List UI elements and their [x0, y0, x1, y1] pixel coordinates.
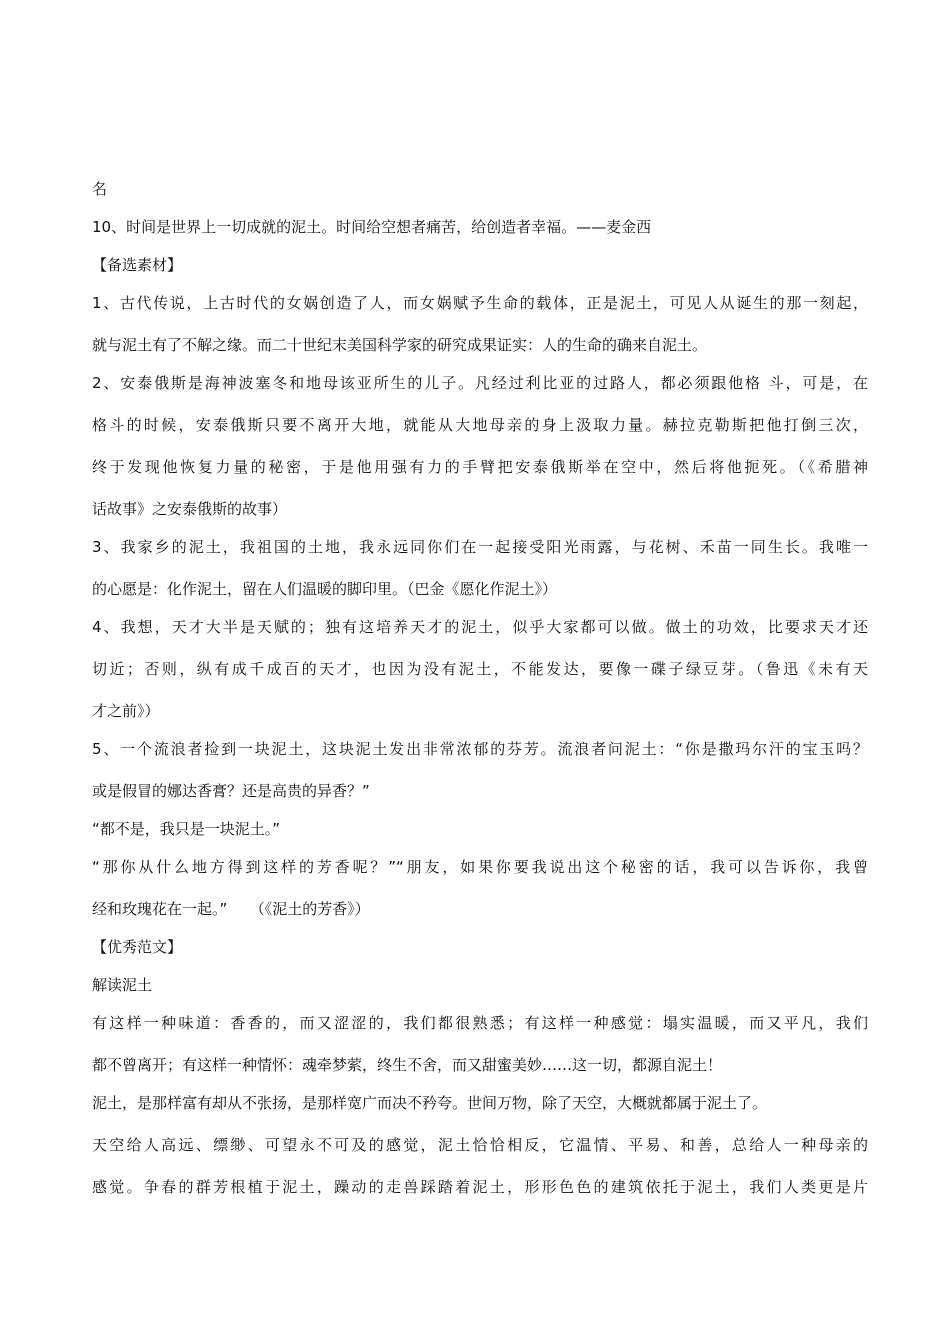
material-1-line-1: 1、古代传说，上古时代的女娲创造了人，而女娲赋予生命的载体，正是泥土，可见人从诞生的那一刻起， [92, 294, 868, 312]
material-4-line-3: 才之前》） [92, 702, 160, 720]
text-line-continuation: 名 [92, 180, 108, 198]
material-2-line-1: 2、安泰俄斯是海神波塞冬和地母该亚所生的儿子。凡经过利比亚的过路人，都必须跟他格 斗，可是，在 [92, 374, 868, 392]
essay-para-1-line-1: 有这样一种味道：香香的，而又涩涩的，我们都很熟悉；有这样一种感觉：塌实温暖，而又平凡，我们 [92, 1014, 868, 1032]
section-heading-materials: 【备选素材】 [92, 256, 183, 274]
material-4-line-2: 切近；否则，纵有成千成百的天才，也因为没有泥土，不能发达，要像一碟子绿豆芽。（鲁迅《未有天 [92, 660, 868, 678]
material-3-line-1: 3、我家乡的泥土，我祖国的土地，我永远同你们在一起接受阳光雨露，与花树、禾苗一同生长。我唯一 [92, 538, 868, 556]
material-2-line-2: 格斗的时候，安泰俄斯只要不离开大地，就能从大地母亲的身上汲取力量。赫拉克勒斯把他打倒三次， [92, 416, 868, 434]
material-4-line-1: 4、我想，天才大半是天赋的；独有这培养天才的泥土，似乎大家都可以做。做土的功效，比要求天才还 [92, 618, 868, 636]
material-2-line-3: 终于发现他恢复力量的秘密，于是他用强有力的手臂把安泰俄斯举在空中，然后将他扼死。（《希腊神 [92, 458, 868, 476]
essay-title: 解读泥土 [92, 976, 153, 994]
material-1-line-2: 就与泥土有了不解之缘。而二十世纪末美国科学家的研究成果证实：人的生命的确来自泥土。 [92, 336, 708, 354]
material-5-line-3: “都不是，我只是一块泥土。” [92, 820, 281, 838]
section-heading-essay: 【优秀范文】 [92, 938, 183, 956]
material-5-line-4: “那你从什么地方得到这样的芳香呢？”“朋友，如果你要我说出这个秘密的话，我可以告诉你，我曾 [92, 858, 868, 876]
document-body [92, 176, 868, 1200]
material-5-line-2: 或是假冒的娜达香膏？还是高贵的异香？” [92, 782, 370, 800]
essay-para-2-line-2: 天空给人高远、缥缈、可望永不可及的感觉，泥土恰恰相反，它温情、平易、和善，总给人一种母亲的 [92, 1136, 868, 1154]
essay-para-2-line-1: 泥土，是那样富有却从不张扬，是那样宽广而决不矜夸。世间万物，除了天空，大概就都属于泥土了。 [92, 1094, 768, 1112]
essay-para-1-line-2: 都不曾离开；有这样一种情怀：魂牵梦萦，终生不舍，而又甜蜜美妙……这一切，都源自泥土！ [92, 1056, 723, 1074]
material-5-line-1: 5、一个流浪者捡到一块泥土，这块泥土发出非常浓郁的芬芳。流浪者问泥土：“你是撒玛尔汗的宝玉吗？ [92, 740, 868, 758]
material-2-line-4: 话故事》之安泰俄斯的故事） [92, 500, 288, 518]
quote-item-10: 10、时间是世界上一切成就的泥土。时间给空想者痛苦，给创造者幸福。——麦金西 [92, 218, 652, 236]
material-5-line-5: 经和玫瑰花在一起。” （《泥土的芳香》） [92, 900, 370, 918]
material-3-line-2: 的心愿是：化作泥土，留在人们温暖的脚印里。（巴金《愿化作泥土》） [92, 580, 558, 598]
essay-para-2-line-3: 感觉。争春的群芳根植于泥土，躁动的走兽踩踏着泥土，形形色色的建筑依托于泥土，我们人类更是片 [92, 1178, 868, 1196]
